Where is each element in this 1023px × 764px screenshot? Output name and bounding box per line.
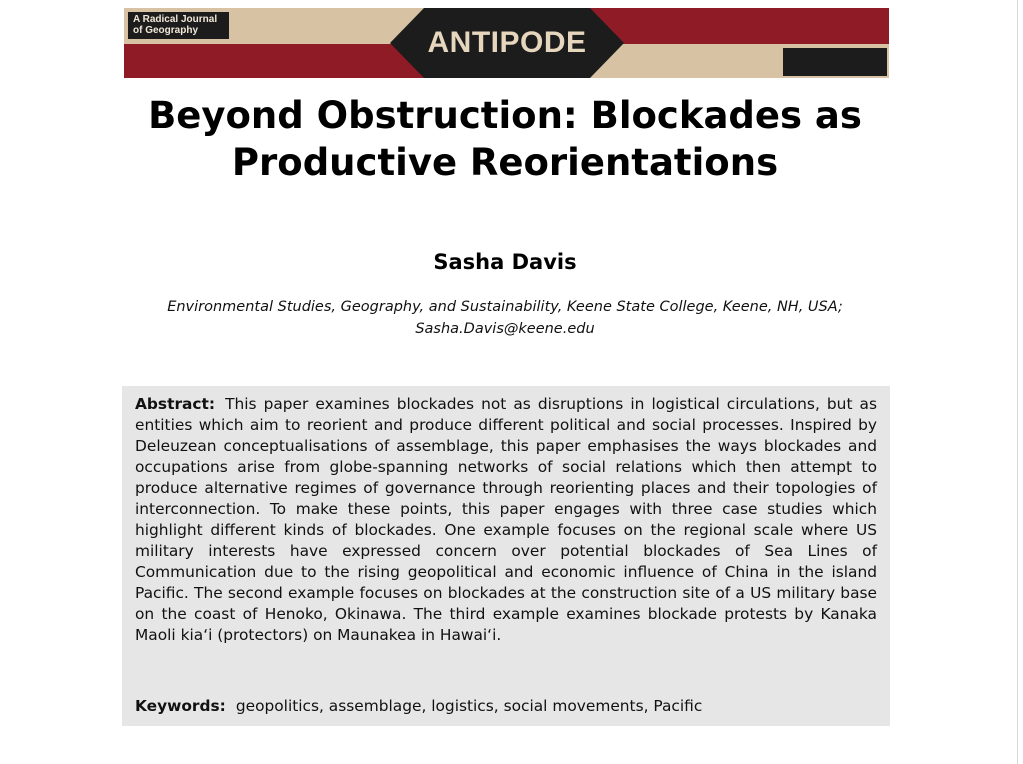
journal-banner (124, 8, 889, 78)
journal-name: ANTIPODE (427, 26, 587, 59)
author-name: Sasha Davis (433, 250, 577, 274)
abstract-box (122, 386, 890, 726)
paper-title-line2: Productive Reorientations (231, 141, 779, 184)
journal-logo (390, 8, 624, 78)
journal-tagline-line2: of Geography (133, 25, 199, 36)
paper-title-line1: Beyond Obstruction: Blockades as (148, 94, 862, 137)
abstract (135, 394, 877, 646)
banner-band-crimson-left (124, 44, 424, 78)
author-affiliation (120, 296, 890, 340)
abstract-label: Abstract: (135, 395, 216, 413)
journal-tagline-line1: A Radical Journal (133, 14, 218, 25)
keywords-text: geopolitics, assemblage, logistics, social movements, Pacific (235, 697, 703, 715)
banner-band-crimson-right (579, 8, 889, 44)
paper-title (100, 92, 910, 186)
keywords (135, 696, 877, 717)
page-edge (1017, 0, 1018, 764)
abstract-text: This paper examines blockades not as disruptions in logistical circulations, but as entities which aim to reorient and produce different political and social processes. Inspired by Deleuzean conceptualisations of assemblage, this paper emphasises the ways blockades and occupations arise from globe-spanning networks of social relations which then attempt to produce alternative regimes of governance through reorienting places and their topologies of interconnection. To make these points, this paper engages with three case studies which highlight different kinds of blockades. One example focuses on the regional scale where US military interests have expressed concern over potential blockades of Sea Lines of Communication due to the rising geopolitical and economic influence of China in the island Pacific. The second example focuses on blockades at the construction site of a US military base on the coast of Henoko, Okinawa. The third example examines blockade protests by Kanaka Maoli kia‘i (protectors) on Maunakea in Hawai‘i. (135, 395, 877, 644)
keywords-label: Keywords: (135, 697, 226, 715)
banner-black-block (783, 48, 887, 76)
affiliation-line1: Environmental Studies, Geography, and Sustainability, Keene State College, Keene, NH, USA; (167, 299, 843, 315)
author-email: Sasha.Davis@keene.edu (415, 321, 595, 337)
journal-tagline (128, 12, 229, 39)
